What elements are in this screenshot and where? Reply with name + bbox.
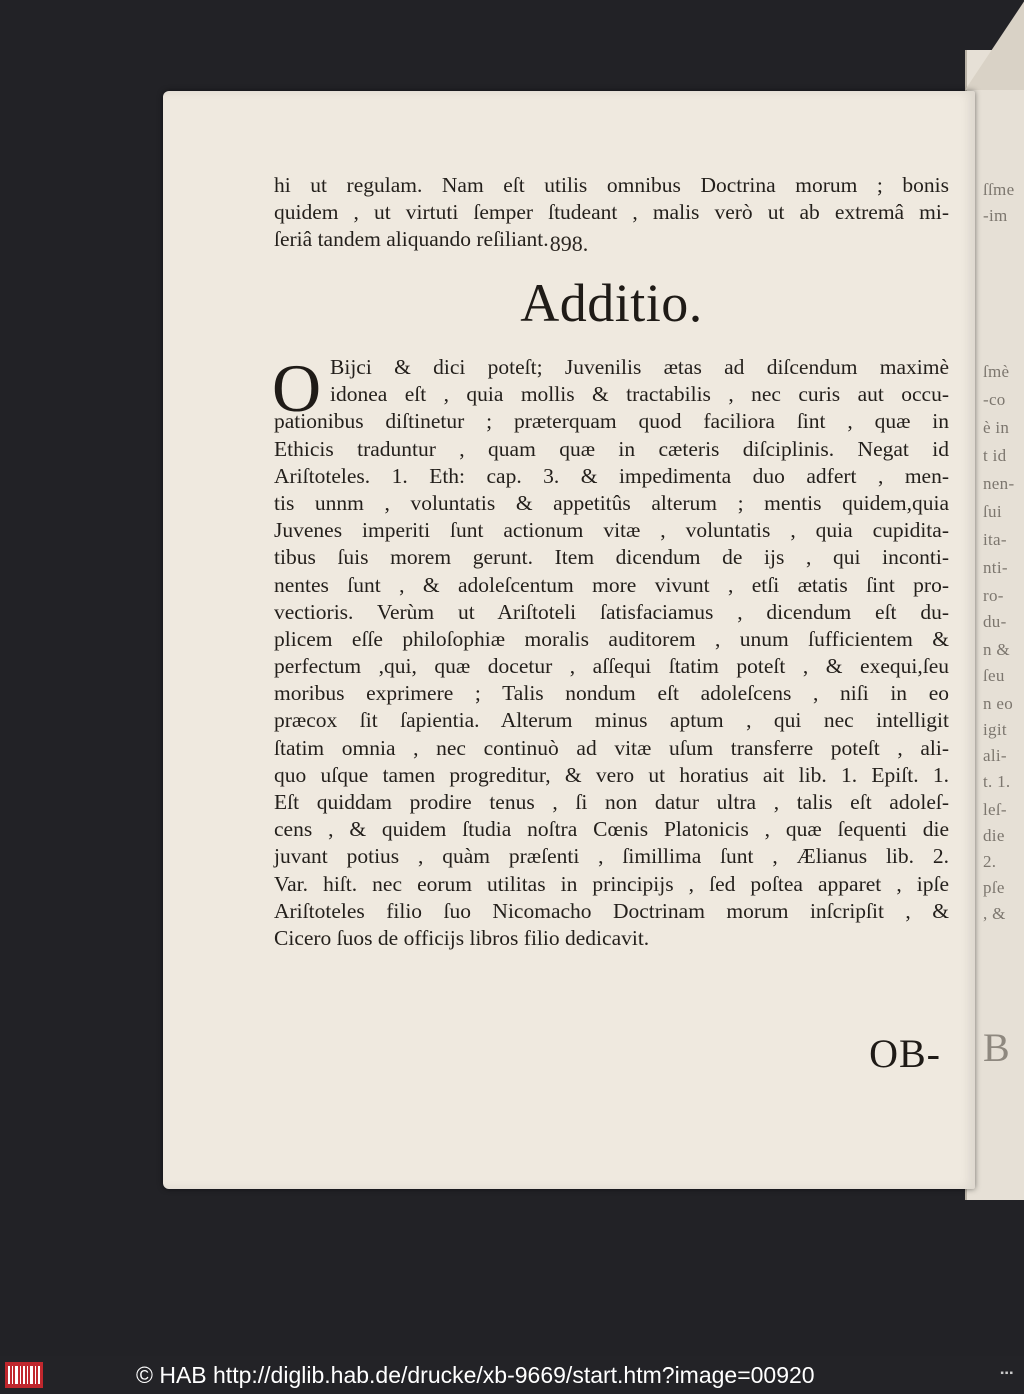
intro-paragraph	[274, 172, 949, 253]
text-line: plicem eſſe philoſophiæ moralis auditorem , unum ſufficientem &	[274, 626, 949, 651]
facing-page-bleed-text: ſui	[983, 502, 1002, 521]
text-line: vectioris. Verùm ut Ariſtoteli ſatisfaciamus , dicendum eſt du-	[274, 599, 949, 624]
text-line: tibus ſuis morem gerunt. Item dicendum de ijs , qui inconti-	[274, 545, 949, 570]
hab-barcode-logo-icon	[4, 1360, 44, 1390]
facing-page-bleed-text: -im	[983, 206, 1008, 225]
facing-page-bleed-text: nen-	[983, 474, 1015, 493]
facing-page-bleed-text: t. 1.	[983, 772, 1011, 791]
facing-page-bleed-text: n eo	[983, 694, 1013, 713]
text-line: Ariſtoteles. 1. Eth: cap. 3. & impedimenta duo adfert , men-	[274, 463, 949, 488]
section-heading: Additio.	[520, 273, 703, 333]
footer-bar	[0, 1356, 1024, 1394]
text-line: juvant potius , quàm præſenti , ſimillima ſunt , Ælianus lib. 2.	[274, 844, 949, 869]
facing-page-bleed-text: t id	[983, 446, 1007, 465]
page-fold	[965, 0, 1024, 90]
text-line: Ariſtoteles filio ſuo Nicomacho Doctrinam morum inſcripſit , &	[274, 898, 949, 923]
facing-page-bleed-text: 2.	[983, 852, 997, 871]
text-line: pationibus diſtinetur ; præterquam quod faciliora ſint , quæ in	[274, 409, 949, 434]
facing-page-bleed-text: ſmè	[983, 362, 1010, 381]
drop-cap: O	[272, 350, 322, 426]
facing-page-bleed-text: leſ-	[983, 800, 1007, 819]
facing-page-bleed-text: pſe	[983, 878, 1005, 897]
text-line: quo uſque tamen progreditur, & vero ut horatius ait lib. 1. Epiſt. 1.	[274, 762, 949, 787]
text-line: præcox ſit ſapientia. Alterum minus aptum , qui nec intelligit	[274, 708, 949, 733]
text-line: ſtatim omnia , nec continuò ad vitæ uſum transferre poteſt , ali-	[274, 735, 949, 760]
facing-page-bleed-text: , &	[983, 904, 1006, 923]
text-line: hi ut regulam. Nam eſt utilis omnibus Doctrina morum ; bonis	[274, 173, 949, 197]
text-line: idonea eſt , quia mollis & tractabilis , nec curis aut occu-	[330, 382, 949, 407]
text-line: Eſt quiddam prodire tenus , ſi non datur ultra , talis eſt adoleſ-	[274, 790, 949, 814]
page-number: 898.	[549, 231, 589, 256]
text-line: ſeriâ tandem aliquando reſiliant.	[274, 227, 549, 251]
facing-page-bleed-text: è in	[983, 418, 1010, 437]
facing-page-bleed-text: n &	[983, 640, 1010, 659]
text-line: Bijci & dici poteſt; Juvenilis ætas ad diſcendum maximè	[330, 355, 949, 379]
facing-page-bleed-text: die	[983, 826, 1005, 845]
text-line: perfectum ,qui, quæ docetur , aſſequi ſtatim poteſt , & exequi,ſeu	[274, 654, 949, 679]
facing-page-bleed-text: ro-	[983, 586, 1004, 605]
facing-page-bleed-text: du-	[983, 612, 1007, 631]
body-paragraph	[272, 350, 949, 952]
text-line: Juvenes imperiti ſunt actionum vitæ , voluntatis , quia cupidita-	[274, 518, 949, 543]
text-line: Var. hiſt. nec eorum utilitas in principijs , ſed poſtea apparet , ipſe	[274, 871, 949, 896]
text-line: Ethicis traduntur , quam quæ in cæteris diſciplinis. Negat id	[274, 436, 949, 461]
copyright-url-text: © HAB http://diglib.hab.de/drucke/xb-9669/start.htm?image=00920	[136, 1362, 815, 1388]
facing-page-bleed-text: ſeu	[983, 666, 1005, 685]
text-line: tis unnm , voluntatis & appetitûs alterum ; mentis quidem,quia	[274, 490, 949, 515]
facing-page-bleed-text: ita-	[983, 530, 1007, 549]
facing-page-bleed-text: igit	[983, 720, 1007, 739]
facing-page-bleed-text: nti-	[983, 558, 1008, 577]
catchword: OB-	[869, 1031, 941, 1076]
text-line: Cicero ſuos de officijs libros filio dedicavit.	[274, 925, 650, 950]
footer-mark-icon: ▪▪▪	[1000, 1368, 1014, 1379]
text-line: nentes ſunt , & adoleſcentum more vivunt , etſi ætatis ſint pro-	[274, 572, 949, 597]
facing-page-bleed-text: ali-	[983, 746, 1007, 765]
facing-page-bleed-text: -co	[983, 390, 1006, 409]
text-line: cens , & quidem ſtudia noſtra Cœnis Platonicis , quæ ſequenti die	[274, 817, 949, 842]
text-line: quidem , ut virtuti ſemper ſtudeant , malis verò ut ab extremâ mi-	[274, 200, 949, 224]
facing-page-bleed-text: ſſme	[983, 180, 1015, 199]
text-line: moribus exprimere ; Talis nondum eſt adoleſcens , niſi in eo	[274, 681, 949, 706]
facing-page-bleed-text: B	[983, 1025, 1010, 1070]
